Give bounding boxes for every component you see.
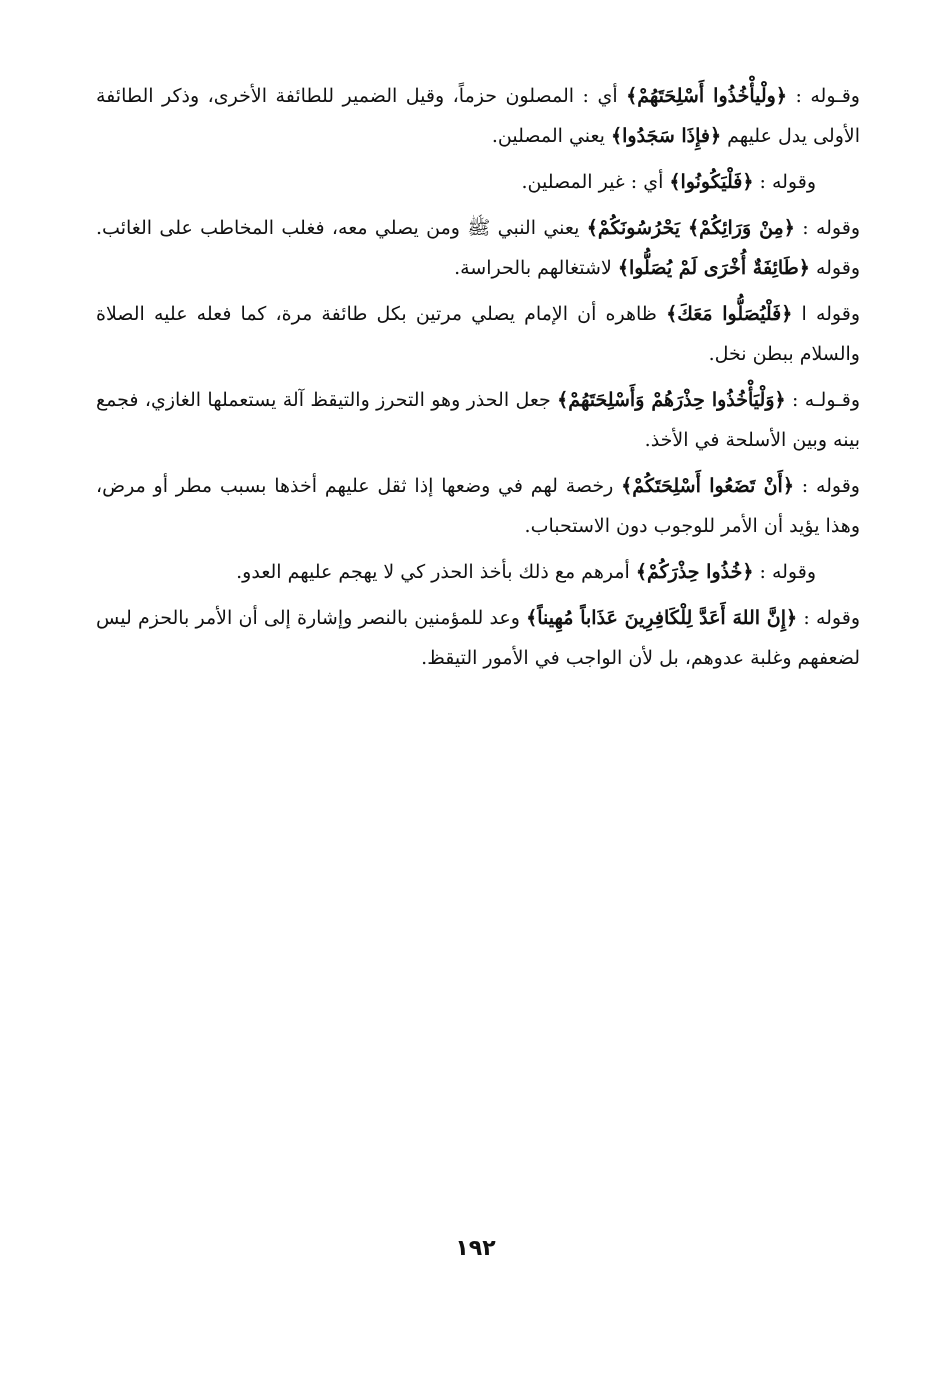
quran-verse: ﴿طَائِفَةٌ أُخْرَى لَمْ يُصَلُّوا﴾ [617,257,810,279]
paragraph-3 [96,208,860,288]
quran-verse: ﴿مِنْ وَرَائِكُمْ﴾ يَحْرُسُونَكُمْ﴾ [586,217,795,239]
paragraph-text: ظاهره أن الإمام يصلي مرتين بكل طائفة مرة، كما فعله عليه الصلاة والسلام ببطن نخل. [96,303,860,365]
paragraph-8 [96,598,860,678]
paragraph-text: يعني المصلين. [491,125,612,147]
quran-verse: ﴿فَلْيُصَلُّوا مَعَكَ﴾ [666,303,793,325]
quran-verse: ﴿وَلْيَأْخُذُوا حِذْرَهُمْ وَأَسْلِحَتَهُمْ﴾ [557,389,786,411]
paragraph-text: أمرهم مع ذلك بأخذ الحذر كي لا يهجم عليهم العدو. [236,561,636,583]
quran-verse: ﴿إِنَّ اللهَ أَعَدَّ لِلْكَافِرِينَ عَذَاباً مُهِيناً﴾ [526,607,798,629]
paragraph-lead: وقـوله : [786,85,860,107]
paragraph-6 [96,466,860,546]
paragraph-lead: وقـولـه : [785,389,860,411]
page-body-text [96,76,860,684]
paragraph-text: رخصة لهم في وضعها إذا ثقل عليهم أخذها بسبب مطر أو مرض، وهذا يؤيد أن الأمر للوجوب دون الاستحباب. [96,475,860,537]
paragraph-lead: وقوله : [797,607,860,629]
paragraph-2 [96,162,860,202]
paragraph-7 [96,552,860,592]
paragraph-lead: وقوله : [753,171,816,193]
paragraph-text: لاشتغالهم بالحراسة. [454,257,618,279]
paragraph-1 [96,76,860,156]
paragraph-lead: وقوله : [753,561,816,583]
page-number: ١٩٢ [455,1236,496,1261]
paragraph-4 [96,294,860,374]
paragraph-5 [96,380,860,460]
paragraph-lead: وقوله : [793,475,860,497]
paragraph-lead: وقوله ا [792,303,860,325]
paragraph-text: جعل الحذر وهو التحرز والتيقظ آلة يستعملها الغازي، فجمع بينه وبين الأسلحة في الأخذ. [96,389,860,451]
paragraph-text: وعد للمؤمنين بالنصر وإشارة إلى أن الأمر بالحزم ليس لضعفهم وغلبة عدوهم، بل لأن الواجب في الأمور التيقظ. [96,607,860,669]
paragraph-lead: وقوله : [794,217,860,239]
quran-verse: ﴿خُذُوا حِذْرَكُمْ﴾ [635,561,754,583]
paragraph-text: يعني النبي ﷺ ومن يصلي معه، فغلب المخاطب على الغائب. وقوله [96,217,860,279]
quran-verse: ﴿أَنْ تَضَعُوا أَسْلِحَتَكُمْ﴾ [621,475,794,497]
paragraph-text: أي : المصلون حزماً، وقيل الضمير للطائفة الأخرى، وذكر الطائفة الأولى يدل عليهم [96,85,860,147]
quran-verse: ﴿ولْيأْخُذُوا أَسْلِحَتَهُمْ﴾ [626,85,787,107]
quran-verse: ﴿فإِذَا سَجَدُوا﴾ [611,125,722,147]
paragraph-text: أي : غير المصلين. [521,171,670,193]
quran-verse: ﴿فَلْيَكُونُوا﴾ [669,171,754,193]
